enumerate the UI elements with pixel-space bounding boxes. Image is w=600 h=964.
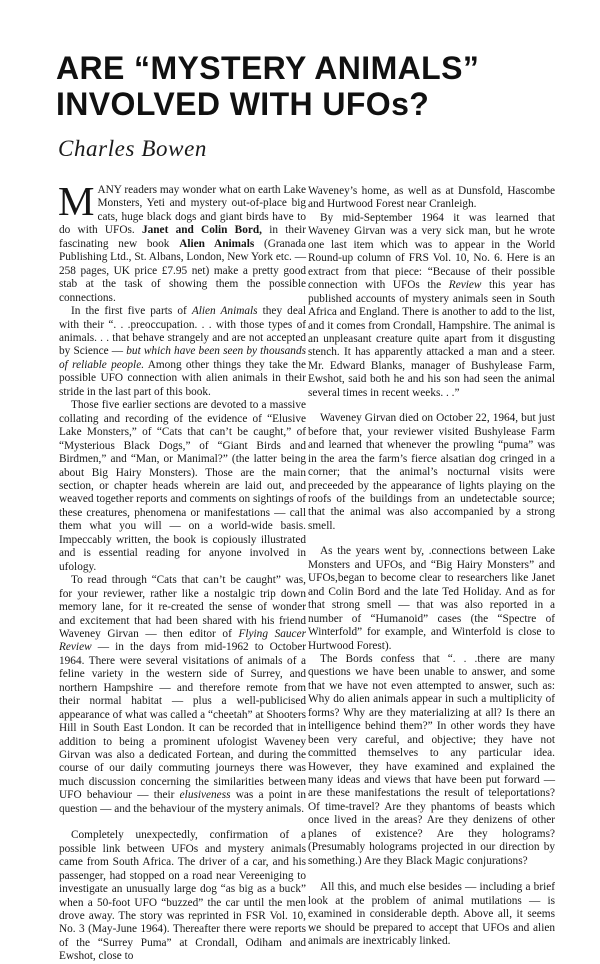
headline-line-2: INVOLVED WITH UFOs? xyxy=(56,86,430,122)
author-byline: Charles Bowen xyxy=(58,136,207,161)
book-title: Alien Animals xyxy=(179,237,255,250)
headline-line-1: ARE “MYSTERY ANIMALS” xyxy=(56,50,480,86)
cats-text-3: was a point in question — and the behaviour of the mystery animals. xyxy=(59,789,306,815)
september-text-2: this year has published accounts of mystery animals seen in South Africa and England. There is another to add to the list, and it comes from Crondall, Hampshire. The animal is an unpleasant creature quite apart from it disgusting stench. It has apparently attacked a man and a steer. Mr. Edward Blanks, manager of Bushylease Farm, Ewshot, said both he and his son had seen the animal several times in recent weeks. . .” xyxy=(308,279,555,399)
paragraph-continuation: Waveney’s home, as well as at Dunsfold, Hascombe and Hurtwood Forest near Cranleigh. xyxy=(308,185,555,211)
paragraph-cats xyxy=(59,574,306,816)
intro-text-2: in their fascinating new book xyxy=(59,224,306,250)
paragraph-mid-september xyxy=(308,212,555,400)
intro-text-1: ANY readers may wonder what on earth Lake Monsters, Yeti and mystery out-of-place big cats, huge black dogs and giant birds have to do with UFOs. xyxy=(59,184,306,237)
paragraph-sections: Those five earlier sections are devoted to a massive collating and recording of the evidence of “Elusive Lake Monsters,” of “Cats that can’t be caught,” of “Mysterious Black Dogs,” of “Giant Birds and Birdmen,” and “Man, or Manimal?” (the latter being about Big Hairy Monsters). Those are the main section, or chapter heads wherein are laid out, and weaved together reports and comments on sightings of these creatures, phenomena or manifestations — call them what you will — on a world-wide basis. Impeccably written, the book is copiously illustrated and is essential reading for anyone involved in ufology. xyxy=(59,399,306,573)
september-text-1: By mid-September 1964 it was learned that Waveney Girvan was a very sick man, but he wrote one last item which was to appear in the World Round-up column of FRS Vol. 10, No. 6. Here is an extract from that piece: “Because of their possible connection with UFOs the xyxy=(308,211,555,292)
left-column xyxy=(58,178,307,964)
five-parts-text-1: In the first five parts of xyxy=(71,305,192,318)
paragraph-five-parts xyxy=(59,305,306,399)
book-authors: Janet and Colin Bord, xyxy=(141,224,262,237)
quoted-emphasis: but which have been seen by thousands of reliable people. xyxy=(59,345,306,371)
paragraph-bords-confess: The Bords confess that “. . .there are many questions we have been unable to answer, and some that we have not even attempted to answer, such as: Why do alien animals appear in such a multiplicity of forms? Why are they materializing at all? Is there an intelligence behind them?” In other words they have been very careful, and objective; they have not committed themselves to any particular idea. However, they have examined and explained the many ideas and views that have been put forward — are these manifestations the result of teleportations? Of time-travel? Are they phantoms of beasts which once lived in the areas? Are they denizens of other planes of existence? Are they holograms? (Presumably holograms projected in our direction by something.) Are they Black Magic conjurations? xyxy=(308,652,555,867)
paragraph-south-africa: Completely unexpectedly, confirmation of a possible link between UFOs and mystery animals came from South Africa. The driver of a car, and his passenger, had stopped on a road near Vereeniging to investigate an unusually large dog “as big as a buck” when a 50-foot UFO “buzzed” the car until the men drove away. The story was reprinted in FSR Vol. 10, No. 3 (May-June 1964). Thereafter there were reports of the “Surrey Puma” at Crondall, Odiham and Ewshot, close to xyxy=(59,829,306,963)
elusiveness-word: elusiveness xyxy=(179,789,231,802)
paragraph-years-went-by: As the years went by, .connections between Lake Monsters and UFOs, and “Big Hairy Monsters” and UFOs,began to become clear to researchers like Janet and Colin Bord and the late Ted Holiday. And as for that strong smell — that was also reported in a number of “Humanoid” cases (the “Spectre of Winterfold” for example, and Winterfold is close to Hurtwood Forest). xyxy=(308,545,555,652)
book-title-italic: Alien Animals xyxy=(191,305,258,318)
intro-text-3: (Granada Publishing Ltd., St. Albans, London, New York etc. — 258 pages, UK price £7.95 net) make a pretty good stab at the task of showing them the possible connections. xyxy=(59,237,306,304)
five-parts-text-3: Among other things they take the possible UFO connection with alien animals in their stride in the last part of this book. xyxy=(59,358,307,398)
right-column xyxy=(308,185,555,948)
cats-text-2: — in the days from mid-1962 to October 1964. There were several visitations of animals of a feline variety in the western side of Surrey, and northern Hampshire — and therefore remote from their normal habitat — plus a well-publicised appearance of what was called a “cheetah” at Shooters Hill in South East London. It can be recorded that in addition to being a prominent ufologist Waveney Girvan was also a dedicated Fortean, and during the course of our daily commuting journeys there was much discussion concerning the similarities between UFO behaviour — their xyxy=(59,641,306,802)
paragraph-conclusion: All this, and much else besides — including a brief look at the problem of animal mutilations — is examined in considerable depth. Above all, it seems we should be prepared to accept that UFOs and alien animals are inextricably linked. xyxy=(308,881,555,948)
paragraph-intro xyxy=(58,178,306,305)
five-parts-text-2: they deal with their “. . .preoccupation. . . with those types of animals. . . that behave strangely and are not accepted by Science — xyxy=(59,305,306,358)
drop-cap: M xyxy=(58,178,95,224)
cats-text-1: To read through “Cats that can’t be caught” was, for your reviewer, rather like a nostalgic trip down memory lane, for it re-created the sense of wonder and excitement that had been shared with his friend Waveney Girvan — then editor of xyxy=(59,574,306,640)
article-headline xyxy=(56,50,556,122)
review-word: Review xyxy=(448,279,482,292)
paragraph-girvan-died: Waveney Girvan died on October 22, 1964, but just before that, your reviewer visited Bushylease Farm and learned that whenever the prowling “puma” was in the area the farm’s fierce alsatian dog cringed in a corner; that the animal’s nocturnal visits were preceeded by the appearance of lights playing on the roofs of the buildings from an undetectable source; that the animal was also accompanied by a strong smell. xyxy=(308,412,555,532)
magazine-title: Flying Saucer Review xyxy=(59,627,306,654)
